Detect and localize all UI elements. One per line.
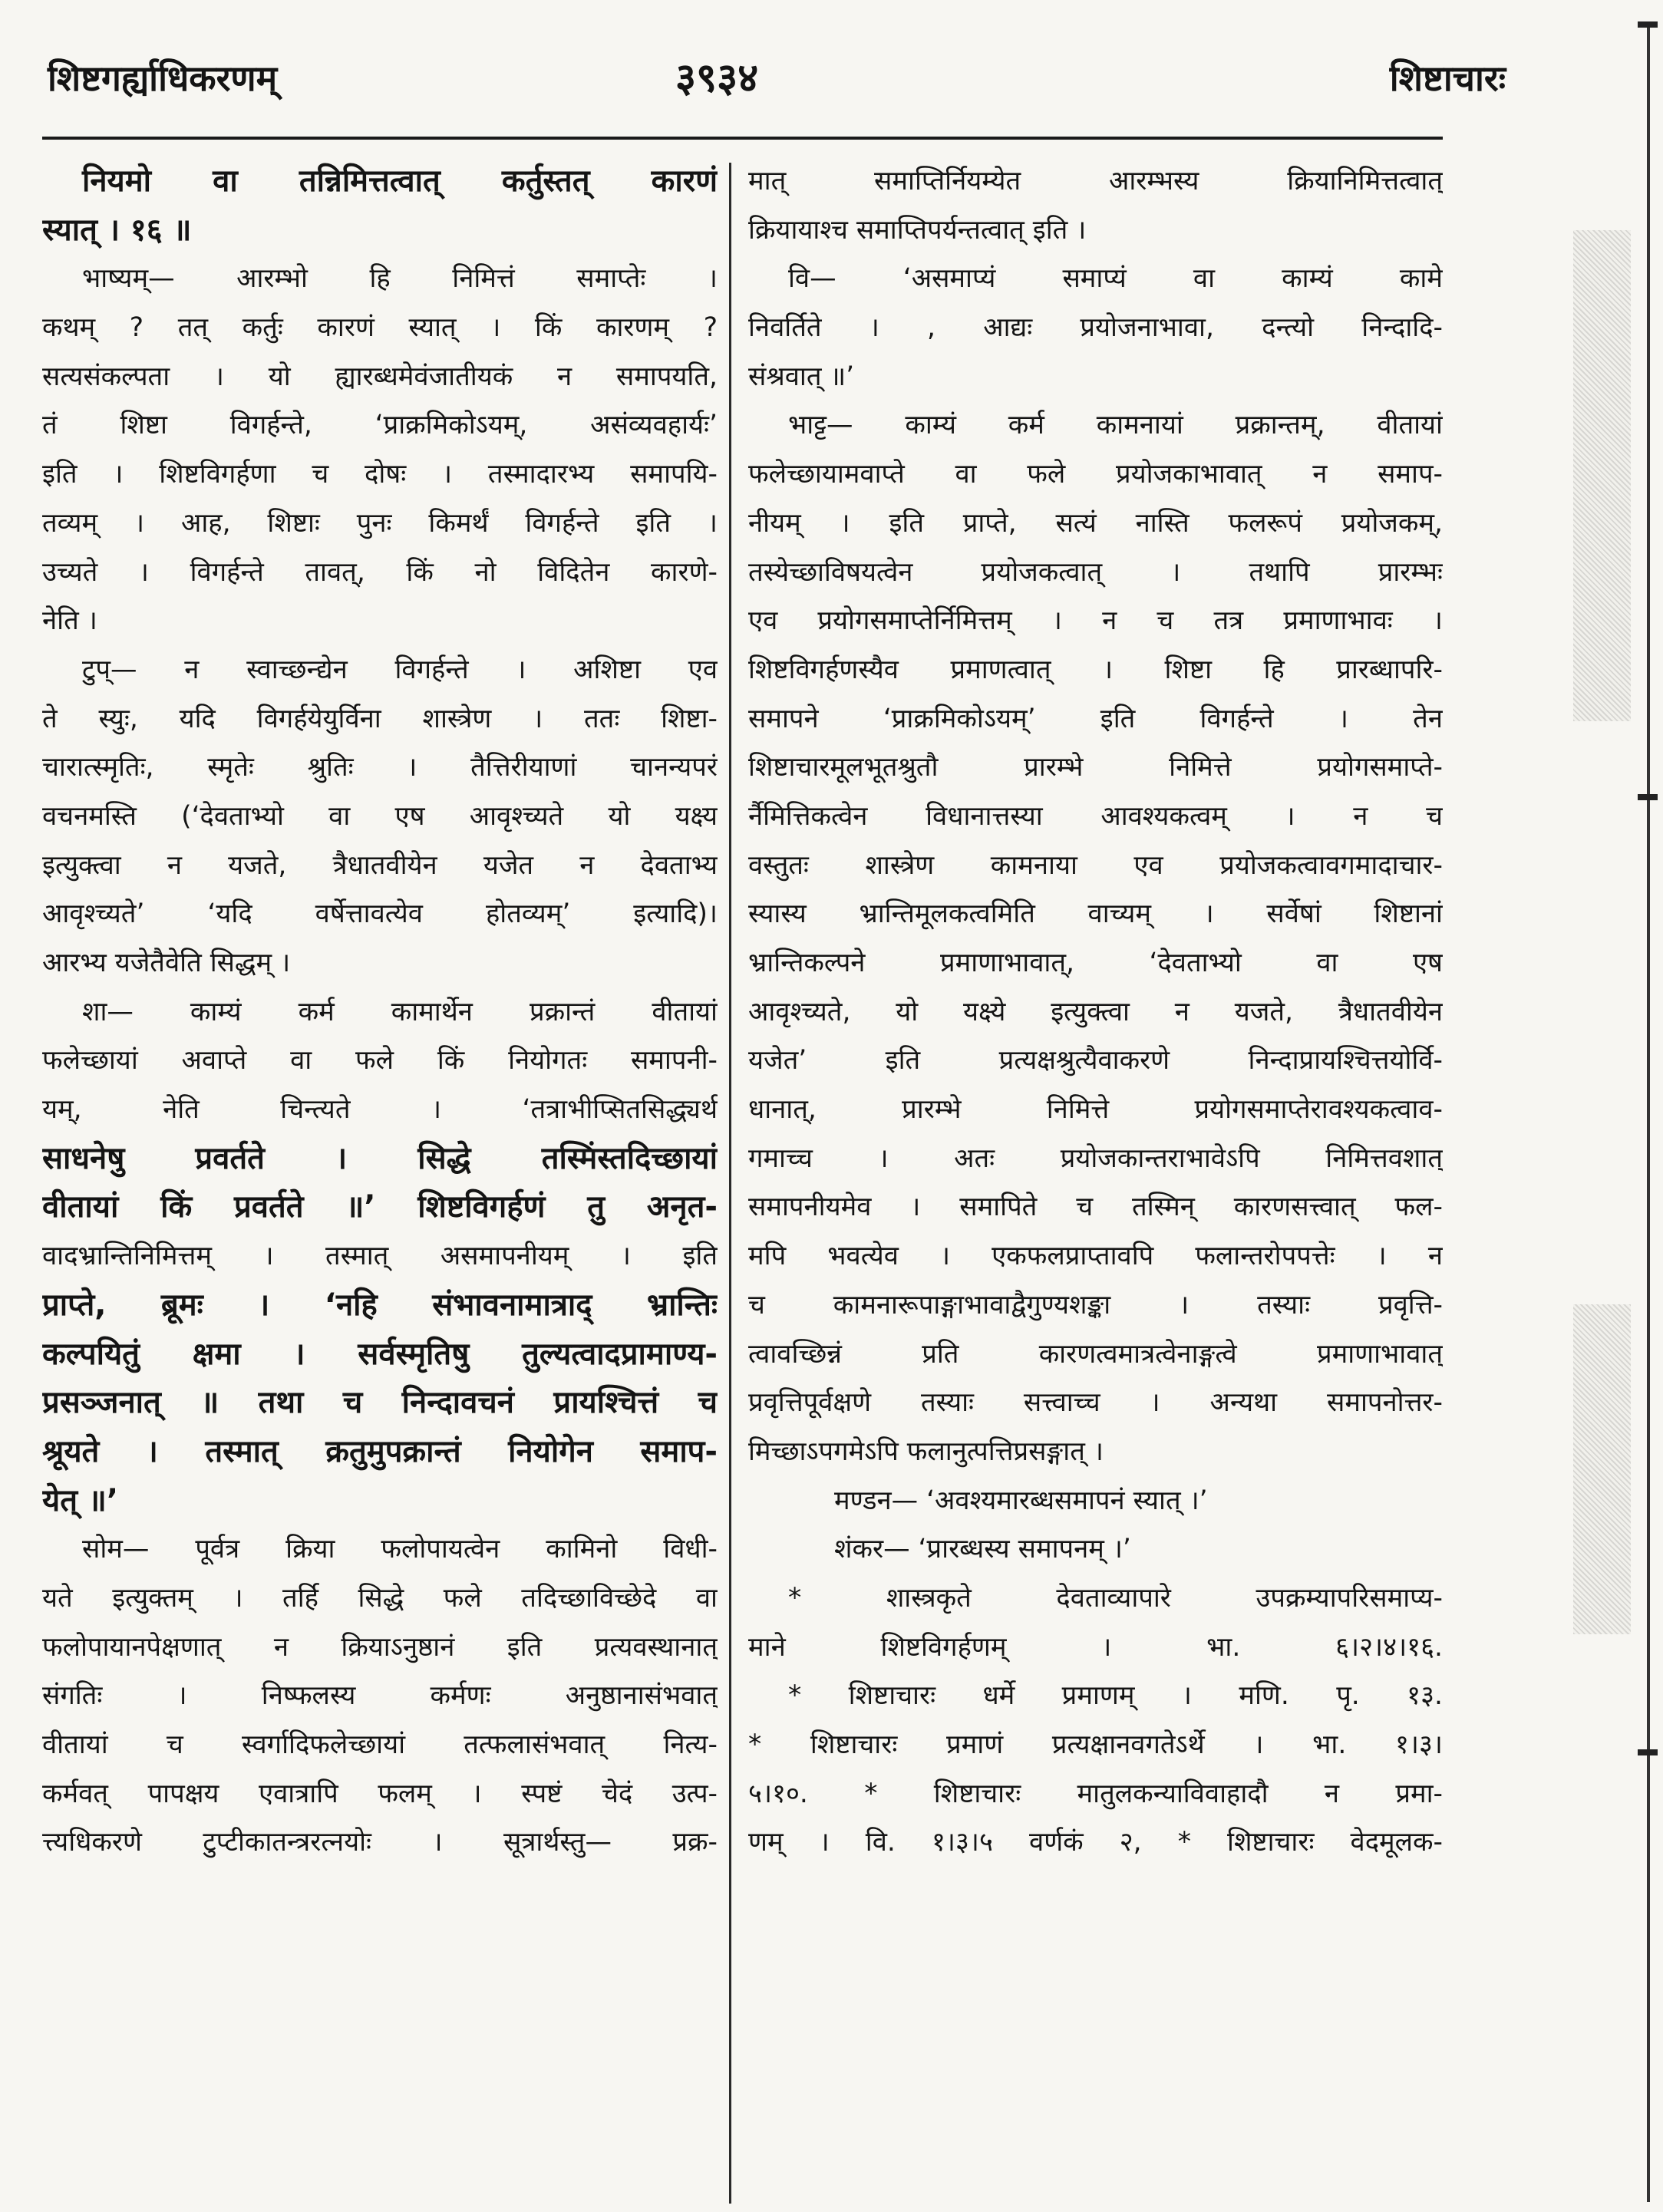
text-line: यते इत्युक्तम् । तर्हि सिद्धे फले तदिच्छाविच्छेदे वा [42,1582,718,1614]
text-line: समापने ‘प्राक्रमिकोऽयम्’ इति विगर्हन्ते । तेन [748,703,1443,734]
text-line: भाष्यम्— आरम्भो हि निमित्तं समाप्तेः । [82,263,718,295]
text-line: इति । शिष्टविगर्हणा च दोषः । तस्मादारभ्य समापयि- [42,459,718,490]
text-line: ५।१०. * शिष्टाचारः मातुलकन्याविवाहादौ न प्रमा- [748,1778,1443,1809]
text-line: मपि भवत्येव । एकफलप्राप्तावपि फलान्तरोपपत्तेः । न [748,1241,1443,1272]
text-line: वि— ‘असमाप्यं समाप्यं वा काम्यं कामे [788,263,1443,295]
text-line: वचनमस्ति (‘देवताभ्यो वा एष आवृश्च्यते यो यक्ष्य [42,800,718,832]
text-line: उच्यते । विगर्हन्ते तावत्, किं नो विदितेन कारणे- [42,556,718,588]
text-line: नियमो वा तन्निमित्तत्वात् कर्तुस्तत् कारणं [82,163,718,199]
text-line: मात् समाप्तिर्नियम्येत आरम्भस्य क्रियानिमित्तत्वात् [748,166,1443,196]
text-line: चारात्स्मृतिः, स्मृतेः श्रुतिः । तैत्तिरीयाणां चानन्यपरं [42,752,718,783]
text-line: नेति । [42,605,97,637]
text-line: फलोपायानपेक्षणात् न क्रियाऽनुष्ठानं इति प्रत्यवस्थानात् [42,1631,718,1663]
text-line: आवृश्च्यते’ ‘यदि वर्षेत्तावत्येव होतव्यम्’ इत्यादि)। [42,898,718,930]
right-column [748,157,1443,2198]
text-line: यम्, नेति चिन्त्यते । ‘तत्राभीप्सितसिद्ध्यर्थ [42,1094,718,1126]
text-line: आरभ्य यजेतैवेति सिद्धम् । [42,948,291,978]
text-line: शिष्टविगर्हणस्यैव प्रमाणत्वात् । शिष्टा हि प्रारब्धापरि- [748,654,1443,685]
text-line: क्रियायाश्च समाप्तिपर्यन्तत्वात् इति । [748,214,1087,246]
text-line: कर्मवत् पापक्षय एवात्रापि फलम् । स्पष्टं चेदं उत्प- [42,1778,718,1809]
text-line: प्राप्ते, ब्रूमः । ‘नहि संभावनामात्राद् भ्रान्तिः [42,1287,718,1323]
text-line: * शिष्टाचारः प्रमाणं प्रत्यक्षानवगतेऽर्थे । भा. १।३। [748,1729,1443,1760]
scan-speckle [1573,1304,1631,1634]
scan-edge-tick [1638,21,1658,28]
text-line: एव प्रयोगसमाप्तेर्निमित्तम् । न च तत्र प्रमाणाभावः । [748,605,1443,637]
scan-speckle [1573,230,1631,721]
left-column [42,157,718,2198]
text-line: प्रसञ्जनात् ॥ तथा च निन्दावचनं प्रायश्चित्तं च [42,1385,718,1421]
text-line: कथम् ? तत् कर्तुः कारणं स्यात् । किं कारणम् ? [42,312,718,344]
text-line: गमाच्च । अतः प्रयोजकान्तराभावेऽपि निमित्तवशात् [748,1142,1443,1174]
text-line: फलेच्छायामवाप्ते वा फले प्रयोजकाभावात् न समाप- [748,459,1443,490]
text-line: कल्पयितुं क्षमा । सर्वस्मृतिषु तुल्यत्वादप्रामाण्य- [42,1336,718,1372]
text-line: मिच्छाऽपगमेऽपि फलानुत्पत्तिप्रसङ्गात् । [748,1436,1104,1467]
scan-edge-tick [1638,1749,1658,1755]
text-line: सत्यसंकल्पता । यो ह्यारब्धमेवंजातीयकं न समापयति, [42,361,718,392]
text-line: शा— काम्यं कर्म कामार्थेन प्रक्रान्तं वीतायां [82,996,718,1027]
text-line: त्त्यधिकरणे टुप्टीकातन्त्ररत्नयोः । सूत्रार्थस्तु— प्रक्र- [42,1827,718,1858]
text-line: शिष्टाचारमूलभूतश्रुतौ प्रारम्भे निमित्ते प्रयोगसमाप्ते- [748,752,1443,783]
text-line: तं शिष्टा विगर्हन्ते, ‘प्राक्रमिकोऽयम्, असंव्यवहार्यः’ [42,410,718,441]
text-line: स्यात् । १६ ॥ [42,212,192,248]
text-line: संश्रवात् ॥’ [748,361,855,392]
page-header [0,0,1663,146]
text-line: फलेच्छायां अवाप्ते वा फले किं नियोगतः समापनी- [42,1045,718,1076]
text-line: शंकर— ‘प्रारब्धस्य समापनम् ।’ [834,1534,1131,1565]
text-line: येत् ॥’ [42,1482,119,1518]
text-line: साधनेषु प्रवर्तते । सिद्धे तस्मिंस्तदिच्छायां [42,1140,718,1176]
text-line: मण्डन— ‘अवश्यमारब्धसमापनं स्यात् ।’ [834,1485,1208,1516]
text-line: र्नैमित्तिकत्वेन विधानात्तस्या आवश्यकत्वम् । न च [748,800,1443,832]
scan-edge [1633,0,1663,2212]
text-line: धानात्, प्रारम्भे निमित्ते प्रयोगसमाप्तेरावश्यकत्वाव- [748,1094,1443,1126]
text-line: सोम— पूर्वत्र क्रिया फलोपायत्वेन कामिनो विधी- [82,1534,718,1565]
header-topic: शिष्टाचारः [1389,58,1506,99]
text-line: च कामनारूपाङ्गाभावाद्वैगुण्यशङ्का । तस्याः प्रवृत्ति- [748,1289,1443,1320]
text-line: * शिष्टाचारः धर्मे प्रमाणम् । मणि. पृ. १३. [788,1680,1443,1712]
text-line: संगतिः । निष्फलस्य कर्मणः अनुष्ठानासंभवात् [42,1680,718,1712]
scan-edge-tick [1638,794,1658,800]
page-number: ३९३४ [675,55,759,101]
text-line: वस्तुतः शास्त्रेण कामनाया एव प्रयोजकत्वावगमादाचार- [748,849,1443,881]
text-line: स्यास्य भ्रान्तिमूलकत्वमिति वाच्यम् । सर्वेषां शिष्टानां [748,898,1443,930]
column-divider [729,163,731,2204]
text-line: वीतायां च स्वर्गादिफलेच्छायां तत्फलासंभवात् नित्य- [42,1729,718,1760]
text-line: प्रवृत्तिपूर्वक्षणे तस्याः सत्त्वाच्च । अन्यथा समापनोत्तर- [748,1387,1443,1419]
text-line: भाट्ट— काम्यं कर्म कामनायां प्रक्रान्तम्, वीतायां [788,410,1443,441]
header-rule [42,137,1443,140]
text-line: * शास्त्रकृते देवताव्यापारे उपक्रम्यापरिसमाप्य- [788,1582,1443,1614]
text-line: तस्येच्छाविषयत्वेन प्रयोजकत्वात् । तथापि प्रारम्भः [748,556,1443,588]
text-line: भ्रान्तिकल्पने प्रमाणाभावात्, ‘देवताभ्यो वा एष [748,948,1443,978]
text-line: टुप्— न स्वाच्छन्द्येन विगर्हन्ते । अशिष्टा एव [82,654,718,685]
text-line: श्रूयते । तस्मात् क्रतुमुपक्रान्तं नियोगेन समाप- [42,1433,718,1469]
text-line: णम् । वि. १।३।५ वर्णकं २, * शिष्टाचारः वेदमूलक- [748,1827,1443,1858]
text-line: समापनीयमेव । समापिते च तस्मिन् कारणसत्त्वात् फल- [748,1192,1443,1223]
header-section-title: शिष्टगर्ह्याधिकरणम् [48,58,278,99]
text-line: इत्युक्त्वा न यजते, त्रैधातवीयेन यजेत न देवताभ्य [42,849,718,881]
text-line: त्वावच्छिन्नं प्रति कारणत्वमात्रत्वेनाङ्गत्वे प्रमाणाभावात् [748,1338,1443,1370]
text-line: आवृश्च्यते, यो यक्ष्ये इत्युक्त्वा न यजते, त्रैधातवीयेन [748,996,1443,1027]
text-line: यजेत’ इति प्रत्यक्षश्रुत्यैवाकरणे निन्दाप्रायश्चित्तयोर्वि- [748,1045,1443,1076]
text-line: ते स्युः, यदि विगर्हयेयुर्विना शास्त्रेण । ततः शिष्टा- [42,703,718,734]
text-line: माने शिष्टविगर्हणम् । भा. ६।२।४।१६. [748,1631,1443,1663]
text-line: वीतायां किं प्रवर्तते ॥’ शिष्टविगर्हणं तु अनृत- [42,1189,718,1225]
text-line: निवर्तिते । , आद्यः प्रयोजनाभावा, दन्त्यो निन्दादि- [748,312,1443,344]
text-line: नीयम् । इति प्राप्ते, सत्यं नास्ति फलरूपं प्रयोजकम्, [748,507,1443,539]
scan-edge-line [1647,23,1650,2202]
text-line: तव्यम् । आह, शिष्टाः पुनः किमर्थं विगर्हन्ते इति । [42,507,718,539]
text-line: वादभ्रान्तिनिमित्तम् । तस्मात् असमापनीयम् । इति [42,1241,718,1272]
